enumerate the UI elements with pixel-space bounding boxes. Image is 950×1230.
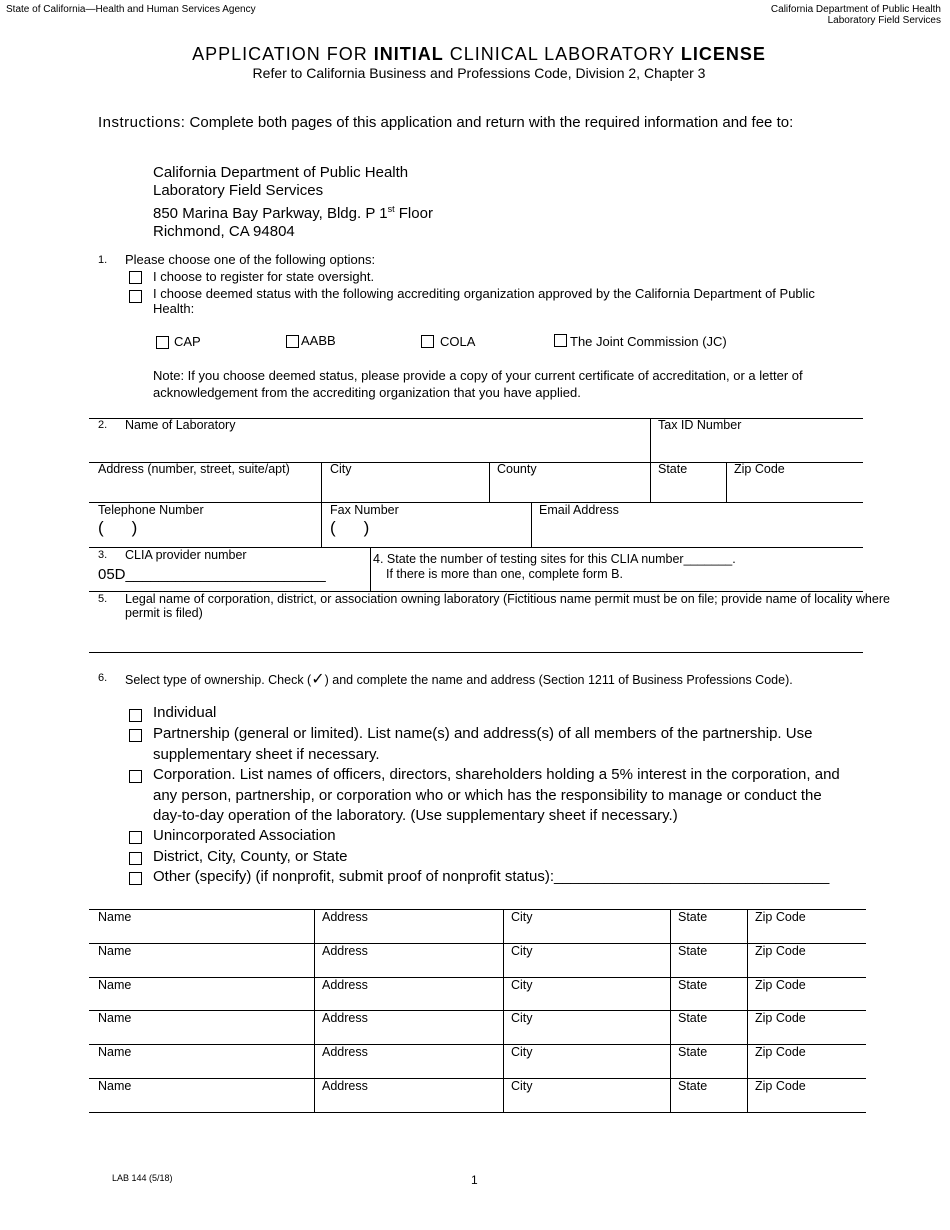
divider <box>321 462 322 547</box>
owner-address-cell[interactable]: Address <box>322 1079 368 1093</box>
state-oversight-checkbox[interactable] <box>129 271 142 284</box>
owner-zip-cell[interactable]: Zip Code <box>755 910 806 924</box>
fax-field[interactable]: Fax Number <box>330 503 399 517</box>
divider <box>726 462 727 502</box>
state-oversight-label: I choose to register for state oversight. <box>153 269 375 284</box>
ownership-prompt: Select type of ownership. Check (✓) and complete the name and address (Section 1211 of Business Professions Code). <box>125 671 793 688</box>
owner-state-cell[interactable]: State <box>678 1045 708 1059</box>
table-rule <box>89 943 866 944</box>
section3-number: 3. <box>98 549 108 561</box>
deemed-status-note: Note: If you choose deemed status, please provide a copy of your current certificate of accreditation, or a letter of acknowledgement from the accrediting organization that you have applied. <box>153 368 803 400</box>
checkmark-icon: ✓ <box>311 671 325 688</box>
owner-zip-cell[interactable]: Zip Code <box>755 1011 806 1025</box>
section1-number: 1. <box>98 254 108 266</box>
section6-number: 6. <box>98 672 108 684</box>
unincorporated-association-label: Unincorporated Association <box>153 827 336 844</box>
divider <box>89 502 863 503</box>
table-column-divider <box>503 909 504 1112</box>
section5-number: 5. <box>98 593 108 605</box>
district-checkbox[interactable] <box>129 852 142 865</box>
unincorporated-association-checkbox[interactable] <box>129 831 142 844</box>
clia-label: CLIA provider number <box>125 548 247 562</box>
lab-name-field[interactable]: Name of Laboratory <box>125 418 236 432</box>
mailing-address: California Department of Public Health Laboratory Field Services 850 Marina Bay Parkway, Bldg. P 1st Floor Richmond, CA 94804 <box>153 164 433 240</box>
deemed-status-checkbox[interactable] <box>129 290 142 303</box>
email-field[interactable]: Email Address <box>539 503 619 517</box>
partnership-label: Partnership (general or limited). List name(s) and address(s) of all members of the partnership. Use supplementary sheet if necessary. <box>153 725 813 763</box>
cap-checkbox[interactable] <box>156 336 169 349</box>
owner-zip-cell[interactable]: Zip Code <box>755 944 806 958</box>
divider <box>531 502 532 547</box>
table-rule <box>89 909 866 910</box>
deemed-status-label: I choose deemed status with the following accrediting organization approved by the California Department of Public Health: <box>153 286 815 316</box>
form-id: LAB 144 (5/18) <box>112 1173 173 1183</box>
owner-state-cell[interactable]: State <box>678 1079 708 1093</box>
table-rule <box>89 1044 866 1045</box>
other-checkbox[interactable] <box>129 872 142 885</box>
owner-state-cell[interactable]: State <box>678 978 708 992</box>
fax-area-code: ( ) <box>330 518 370 537</box>
owner-name-cell[interactable]: Name <box>98 1079 132 1093</box>
cola-label: COLA <box>440 334 476 349</box>
table-column-divider <box>314 909 315 1112</box>
divider <box>650 418 651 502</box>
divider <box>489 462 490 502</box>
table-column-divider <box>670 909 671 1112</box>
divider <box>370 547 371 591</box>
cap-label: CAP <box>174 334 201 349</box>
owner-name-cell[interactable]: Name <box>98 1045 132 1059</box>
table-rule <box>89 977 866 978</box>
form-subtitle: Refer to California Business and Professions Code, Division 2, Chapter 3 <box>252 65 706 81</box>
aabb-label: AABB <box>301 333 336 348</box>
owner-city-cell[interactable]: City <box>511 944 533 958</box>
owner-city-cell[interactable]: City <box>511 1045 533 1059</box>
tax-id-field[interactable]: Tax ID Number <box>658 418 742 432</box>
department-header: California Department of Public Health Laboratory Field Services <box>770 4 941 26</box>
city-field[interactable]: City <box>330 462 352 476</box>
joint-commission-label: The Joint Commission (JC) <box>570 334 727 349</box>
owner-address-cell[interactable]: Address <box>322 1011 368 1025</box>
district-label: District, City, County, or State <box>153 848 348 865</box>
legal-name-field[interactable]: Legal name of corporation, district, or association owning laboratory (Fictitious name permit must be on file; provide name of locality where permit is filed) <box>125 592 890 620</box>
owner-zip-cell[interactable]: Zip Code <box>755 1079 806 1093</box>
owner-zip-cell[interactable]: Zip Code <box>755 1045 806 1059</box>
table-column-divider <box>747 909 748 1112</box>
table-rule <box>89 1112 866 1113</box>
table-rule <box>89 1010 866 1011</box>
testing-sites-field[interactable]: 4. State the number of testing sites for this CLIA number_______. If there is more than one, complete form B. <box>373 552 736 581</box>
clia-number-field[interactable]: 05D________________________ <box>98 566 326 583</box>
individual-checkbox[interactable] <box>129 709 142 722</box>
corporation-label: Corporation. List names of officers, directors, shareholders holding a 5% interest in the corporation, and any person, partnership, or corporation who or which has the responsibility to manage or conduct the day-to-day operation of the laboratory. (Use supplementary sheet if necessary.) <box>153 766 840 824</box>
owner-city-cell[interactable]: City <box>511 1079 533 1093</box>
agency-header: State of California—Health and Human Services Agency <box>6 4 256 15</box>
page-number: 1 <box>471 1173 478 1187</box>
instructions: Instructions: Complete both pages of this application and return with the required information and fee to: <box>98 114 794 131</box>
section1-prompt: Please choose one of the following options: <box>125 252 376 267</box>
owner-name-cell[interactable]: Name <box>98 978 132 992</box>
corporation-checkbox[interactable] <box>129 770 142 783</box>
owner-name-cell[interactable]: Name <box>98 1011 132 1025</box>
partnership-checkbox[interactable] <box>129 729 142 742</box>
telephone-field[interactable]: Telephone Number <box>98 503 204 517</box>
owner-state-cell[interactable]: State <box>678 910 708 924</box>
divider <box>89 652 863 653</box>
county-field[interactable]: County <box>497 462 537 476</box>
owner-state-cell[interactable]: State <box>678 1011 708 1025</box>
owner-name-cell[interactable]: Name <box>98 944 132 958</box>
telephone-area-code: ( ) <box>98 518 138 537</box>
owner-address-cell[interactable]: Address <box>322 910 368 924</box>
owner-city-cell[interactable]: City <box>511 978 533 992</box>
owner-city-cell[interactable]: City <box>511 1011 533 1025</box>
owner-city-cell[interactable]: City <box>511 910 533 924</box>
state-field[interactable]: State <box>658 462 688 476</box>
owner-state-cell[interactable]: State <box>678 944 708 958</box>
cola-checkbox[interactable] <box>421 335 434 348</box>
owner-address-cell[interactable]: Address <box>322 944 368 958</box>
owner-address-cell[interactable]: Address <box>322 978 368 992</box>
individual-label: Individual <box>153 704 217 721</box>
zip-field[interactable]: Zip Code <box>734 462 785 476</box>
owner-name-cell[interactable]: Name <box>98 910 132 924</box>
aabb-checkbox[interactable] <box>286 335 299 348</box>
joint-commission-checkbox[interactable] <box>554 334 567 347</box>
form-title: APPLICATION FOR INITIAL CLINICAL LABORATORY LICENSE <box>192 44 766 64</box>
section2-number: 2. <box>98 419 108 431</box>
other-label[interactable]: Other (specify) (if nonprofit, submit proof of nonprofit status):_________________________________ <box>153 868 830 885</box>
table-rule <box>89 1078 866 1079</box>
owner-zip-cell[interactable]: Zip Code <box>755 978 806 992</box>
owner-address-cell[interactable]: Address <box>322 1045 368 1059</box>
address-field[interactable]: Address (number, street, suite/apt) <box>98 462 290 476</box>
